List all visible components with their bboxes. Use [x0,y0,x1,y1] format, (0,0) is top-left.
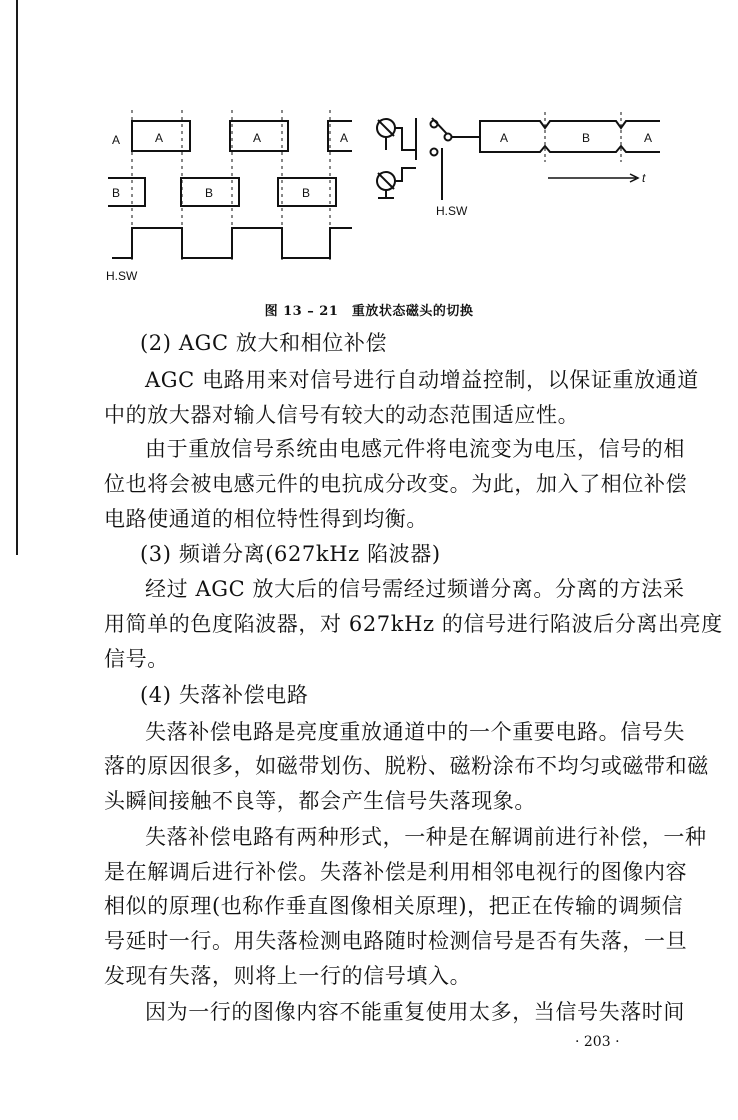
section-heading-agc: (2) AGC 放大和相位补偿 [140,331,388,355]
text-line: 电路使通道的相位特性得到均衡。 [104,507,428,531]
text-line: 头瞬间接触不良等，都会产生信号失落现象。 [104,789,536,813]
head-switching-figure [0,0,738,300]
text-line: AGC 电路用来对信号进行自动增益控制，以保证重放通道 [145,368,699,392]
block-label-a1: A [155,131,164,145]
switch-label-hsw: H.SW [436,204,468,218]
figure-caption: 图 13 – 21 重放状态磁头的切换 [264,304,474,319]
section-heading-spectrum: (3) 频谱分离(627kHz 陷波器) [140,542,441,566]
page-number: · 203 · [575,1034,620,1050]
block-label-a3: A [340,131,349,145]
block-label-b1: B [205,186,214,200]
text-line: 位也将会被电感元件的电抗成分改变。为此，加入了相位补偿 [104,472,688,496]
text-line: 发现有失落，则将上一行的信号填入。 [104,964,472,988]
text-line: 相似的原理(也称作垂直图像相关原理)，把正在传输的调频信 [104,894,684,918]
block-label-a2: A [253,131,262,145]
text-line: 落的原因很多，如磁带划伤、脱粉、磁粉涂布不均匀或磁带和磁 [104,754,709,778]
text-line: 中的放大器对输人信号有较大的动态范围适应性。 [104,403,580,427]
text-line: 信号。 [104,647,169,671]
timing-label-a: A [112,133,121,147]
time-axis-label: t [642,171,646,185]
text-line: 失落补偿电路有两种形式，一种是在解调前进行补偿，一种 [145,825,707,849]
text-line: 是在解调后进行补偿。失落补偿是利用相邻电视行的图像内容 [104,860,688,884]
block-label-b2: B [302,186,311,200]
timing-label-b: B [112,186,121,200]
text-line: 失落补偿电路是亮度重放通道中的一个重要电路。信号失 [145,720,685,744]
switch-label-a: A [500,131,509,145]
text-line: 号延时一行。用失落检测电路随时检测信号是否有失落，一旦 [104,929,688,953]
switch-label-a-end: A [644,131,653,145]
text-line: 由于重放信号系统由电感元件将电流变为电压，信号的相 [145,437,685,461]
text-line: 因为一行的图像内容不能重复使用太多，当信号失落时间 [145,1000,685,1024]
switch-label-b: B [582,131,591,145]
switch-contact-b [431,149,438,156]
timing-label-hsw: H.SW [106,269,138,283]
section-heading-dropout: (4) 失落补偿电路 [140,683,309,707]
text-line: 用简单的色度陷波器，对 627kHz 的信号进行陷波后分离出亮度 [104,612,723,636]
text-line: 经过 AGC 放大后的信号需经过频谱分离。分离的方法采 [145,577,685,601]
switch-pole [445,134,452,141]
